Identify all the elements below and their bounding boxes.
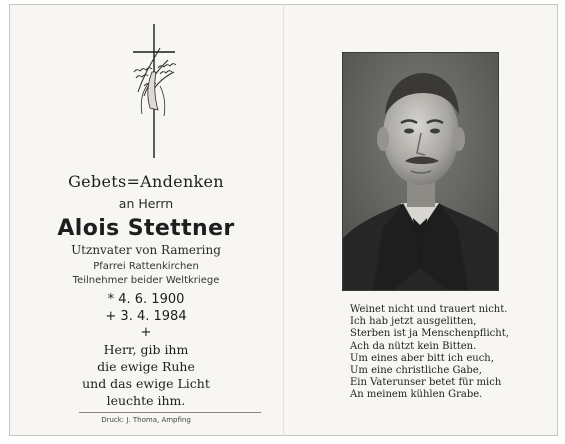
verse-line: Sterben ist ja Menschenpflicht, bbox=[350, 328, 509, 340]
title-line: Utznvater von Ramering bbox=[71, 243, 221, 257]
birth-date: * 4. 6. 1900 bbox=[107, 292, 185, 307]
card-fold-line bbox=[283, 4, 284, 436]
veteran-line: Teilnehmer beider Weltkriege bbox=[72, 275, 220, 286]
verse-line: Weinet nicht und trauert nicht. bbox=[350, 304, 508, 315]
prayer-line: leuchte ihm. bbox=[106, 393, 186, 408]
death-date: + 3. 4. 1984 bbox=[105, 309, 187, 324]
verse-line: Ich hab jetzt ausgelitten, bbox=[350, 316, 477, 328]
deceased-name: Alois Stettner bbox=[57, 216, 235, 241]
portrait-photo bbox=[342, 52, 499, 291]
left-panel bbox=[9, 4, 283, 436]
verse-line: Ein Vaterunser betet für mich bbox=[350, 377, 502, 389]
parish-line: Pfarrei Rattenkirchen bbox=[93, 261, 199, 272]
verse-line: An meinem kühlen Grabe. bbox=[350, 389, 483, 401]
verse-line: Um eine christliche Gabe, bbox=[350, 365, 482, 377]
verse-block bbox=[350, 304, 550, 402]
printer-credit: Druck: J. Thoma, Ampfing bbox=[101, 416, 191, 424]
prayer-line: und das ewige Licht bbox=[82, 376, 210, 391]
cross-with-wheat-icon bbox=[124, 22, 184, 162]
cross-symbol: + bbox=[140, 325, 152, 340]
prayer-line: Herr, gib ihm bbox=[103, 342, 189, 357]
verse-line: Ach da nützt kein Bitten. bbox=[350, 340, 477, 352]
salutation: an Herrn bbox=[118, 196, 174, 211]
verse-line: Um eines aber bitt ich euch, bbox=[350, 352, 494, 364]
divider bbox=[79, 412, 261, 413]
card-heading: Gebets=Andenken bbox=[68, 172, 224, 191]
prayer-line: die ewige Ruhe bbox=[97, 359, 195, 374]
